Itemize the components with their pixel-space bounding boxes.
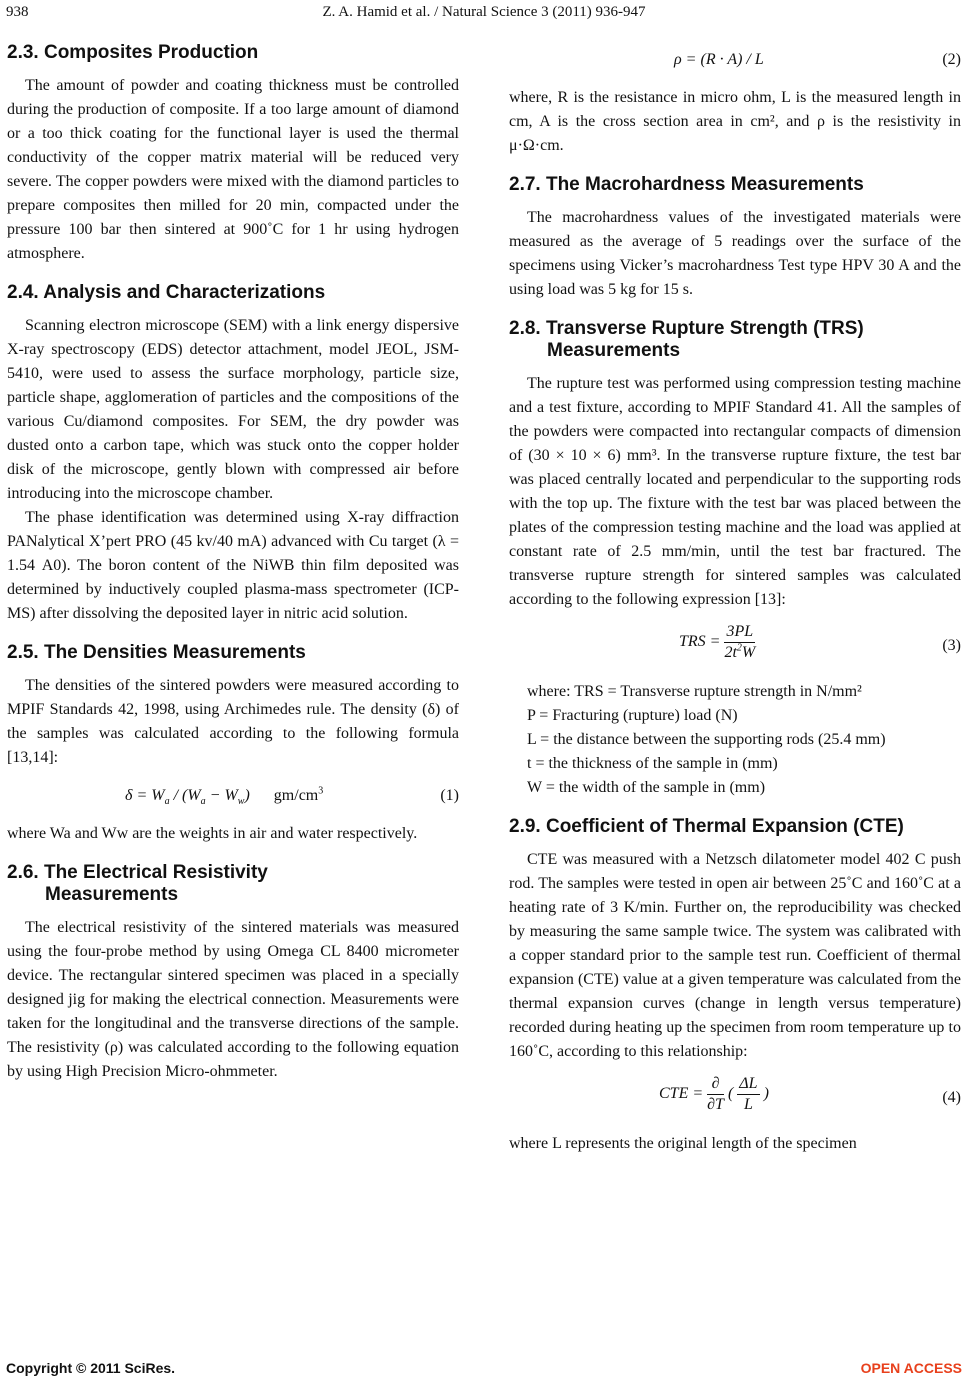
equation-3-formula: TRS = $\frac{3PL}{2t^2W}$: [679, 623, 756, 661]
section-2-5-paragraph-1: The densities of the sintered powders were measured according to MPIF Standards 42, 1998, using Archimedes rule. The density (δ) of the samples was calculated according to the following formula [13,14]:: [7, 677, 459, 766]
definition-l: L = the distance between the supporting rods (25.4 mm): [527, 731, 886, 748]
section-2-4-paragraph-2: The phase identification was determined using X-ray diffraction PANalytical X’pert PRO (45 kv/40 mA) advanced with Cu target (λ = 1.54 A0). The boron content of the NiWB thin film deposited was determined by inductively coupled plasma-mass spectrometer (ICP-MS) after dissolving the deposited layer in nitric acid solution.: [7, 509, 459, 622]
section-2-8-title: 2.8. Transverse Rupture Strength (TRS) Measurements: [509, 318, 864, 361]
section-2-5-title: 2.5. The Densities Measurements: [7, 642, 306, 663]
equation-1: [7, 776, 459, 816]
section-2-5-paragraph-2: where Wa and Ww are the weights in air and water respectively.: [7, 825, 418, 842]
equation-2-formula: ρ = (R · A) / L: [674, 51, 764, 68]
section-2-9-title: 2.9. Coefficient of Thermal Expansion (CTE): [509, 816, 904, 837]
definition-t: t = the thickness of the sample in (mm): [527, 755, 778, 772]
section-2-7-title: 2.7. The Macrohardness Measurements: [509, 174, 864, 195]
section-2-8-paragraph: The rupture test was performed using compression testing machine and a test fixture, according to MPIF Standard 41. All the samples of the powders were compacted into rectangular compacts of dimension of (30 × 10 × 6) mm³. In the transverse rupture fixture, the test bar was placed centrally located and perpendicular to the supporting rods with the top up. The fixture with the test bar was placed between the plates of the compression testing machine and the load was applied at constant rate of 2.5 mm/min, until the test bar fractured. The transverse rupture strength for sintered samples was calculated according to the following expression [13]:: [509, 375, 961, 608]
section-2-3-paragraph: The amount of powder and coating thickness must be controlled during the production of composite. If a too large amount of diamond or a too thick coating for the functional layer is used the thermal conductivity of the copper matrix material will be reduced very severe. The copper powders were mixed with the diamond particles to prepare composites then milled for 20 min, compacted under the pressure 100 bar then sintered at 900˚C for 1 hr using hydrogen atmosphere.: [7, 77, 459, 262]
equation-2-definitions: where, R is the resistance in micro ohm, L is the measured length in cm, A is the cross section area in cm², and ρ is the resistivity in μ·Ω·cm.: [509, 89, 961, 154]
equation-3: [509, 618, 961, 674]
running-header: [6, 4, 962, 24]
open-access-label: OPEN ACCESS: [860, 1360, 962, 1376]
equation-3-number: (3): [942, 637, 961, 654]
equation-1-unit: $gm/cm^3$: [273, 785, 324, 804]
running-title: Z. A. Hamid et al. / Natural Science 3 (2011) 936-947: [322, 4, 646, 20]
section-2-4-paragraph-1: Scanning electron microscope (SEM) with a link energy dispersive X-ray spectroscopy (EDS) detector attachment, model JEOL, JSM-5410, were used to assess the surface morphology, particle size, particle shape, agglomeration of particles and the compositions of the various Cu/diamond composites. For SEM, the dry powder was dusted onto a carbon tape, which was stuck onto the copper holder disk of the microscope, gently blown with compressed air before introducing into the microscope chamber.: [7, 317, 459, 502]
equation-4-number: (4): [942, 1089, 961, 1106]
equation-2: [509, 40, 961, 80]
definition-w: W = the width of the sample in (mm): [527, 779, 766, 796]
equation-1-number: (1): [440, 787, 459, 804]
copyright-notice: Copyright © 2011 SciRes.: [6, 1360, 176, 1376]
definition-trs: where: TRS = Transverse rupture strength in N/mm²: [527, 683, 862, 700]
section-2-6-title: 2.6. The Electrical Resistivity Measurements: [7, 862, 268, 905]
page-number: 938: [6, 4, 29, 20]
section-2-9-paragraph-1: CTE was measured with a Netzsch dilatometer model 402 C push rod. The samples were tested in open air between 25˚C and 160˚C at a heating rate of 3 K/min. Further on, the reproducibility was checked by measuring the same sample twice. The system was calibrated with a copper standard prior to the sample test run. Coefficient of thermal expansion (CTE) value at a given temperature was calculated from the thermal expansion curves (change in length versus temperature) recorded during heating up the specimen from room temperature up to 160˚C, according to this relationship:: [509, 851, 961, 1060]
section-2-3-title: 2.3. Composites Production: [7, 42, 259, 63]
right-column: [509, 40, 961, 1156]
equation-4: [509, 1070, 961, 1126]
equation-1-formula: $\delta = W_a / (W_a - W_w)$ $gm/cm^3$: [125, 785, 324, 808]
equation-4-formula: CTE = $\frac{\partial}{\partial T}$ ( $\frac{\Delta L}{L}$ ): [659, 1075, 769, 1113]
equation-2-number: (2): [942, 51, 961, 68]
section-2-7-paragraph: The macrohardness values of the investigated materials were measured as the average of 5 readings over the surface of the specimens using Vicker’s macrohardness Test type HPV 30 A and the using load was 5 kg for 15 s.: [509, 209, 961, 298]
section-2-6-paragraph: The electrical resistivity of the sintered materials was measured using the four-probe method by using Omega CL 8400 micrometer device. The rectangular sintered specimen was placed in a specially designed jig for making the electrical connection. Measurements were taken for the longitudinal and the transverse directions of the sample. The resistivity (ρ) was calculated according to the following equation by using High Precision Micro-ohmmeter.: [7, 919, 459, 1080]
definition-p: P = Fracturing (rupture) load (N): [527, 707, 738, 724]
equation-3-definitions: [509, 680, 961, 800]
left-column: [7, 40, 459, 1084]
section-2-4-title: 2.4. Analysis and Characterizations: [7, 282, 326, 303]
page-footer: [6, 1360, 962, 1382]
section-2-9-paragraph-2: where L represents the original length of the specimen: [509, 1135, 857, 1152]
